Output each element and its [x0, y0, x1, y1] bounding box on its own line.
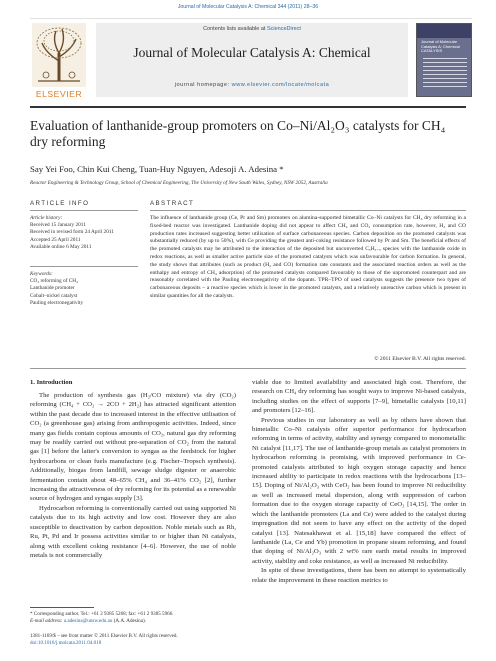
keyword-item: Pauling electronegativity	[30, 299, 84, 306]
article-info-rule	[30, 210, 138, 211]
journal-title: Journal of Molecular Catalysis A: Chemical	[133, 45, 371, 60]
contents-line	[96, 26, 408, 32]
article-affiliation: Reactor Engineering & Technology Group, School of Chemical Engineering, The University of New South Wales, Sydney, NSW 2052, Australia	[30, 180, 328, 186]
keywords	[30, 271, 130, 307]
elsevier-logo	[30, 23, 88, 103]
abstract-text: The influence of lanthanide group (Ce, Pr and Sm) promoters on alumina-supported bimetallic Co–Ni catalysts for CH₄ dry reforming in a fixed-bed reactor was investigated. Lanthanide doping did not appear to affect CH₄ and CO₂ consumption rate, however, H₂ and CO production rates increased suggesting better utilisation of surface carbonaceous species. Carbon deposition on the promoted catalysts was substantially reduced (by up to 50%), with Ce providing the greatest anti-coking resistance followed by Pr and Sm. The beneficial effects of the promoted catalysts may be attributed to the interaction of the deposited but unconverted CₓHᵧ₋ₓ species with the lanthanide oxide in redox reactions, as well as smaller active particle size of the promoted catalysts which was unfavourable for carbon formation. In general, the study shows that attributes (such as product (H₂ and CO) formation rate constants and the associated reaction orders as well as the enthalpy and entropy of CH₄ adsorption) of the promoted catalysts compared favourably to those of the unpromoted counterpart and are reasonably correlated with the Pauling electronegativity of the dopants. TPR–TPO of used catalysts suggests the presence two types of carbonaceous deposits – a reactive species which is lower in the promoted catalysts, and a relatively unreactive carbon which is present in similar quantities for all the catalysts.	[150, 215, 466, 299]
history-item: Available online 6 May 2011	[30, 243, 92, 250]
article-info-label: ARTICLE INFO	[30, 200, 90, 207]
email-line	[30, 618, 330, 625]
abstract-rule	[150, 210, 466, 211]
article-title: Evaluation of lanthanide-group promoters on Co–Ni/Al₂O₃ catalysts for CH₄ dry reforming	[30, 118, 446, 149]
homepage-prefix: journal homepage:	[174, 82, 232, 88]
body-paragraph: Hydrocarbon reforming is conventionally carried out using supported Ni catalysts due to its high activity and low cost. However they are also susceptible to deactivation by carbon deposition. Noble metals such as Rh, Ru, Pt, Pd and Ir possess activities similar to or higher than Ni catalysts, along with excellent coking resistance [4–6]. However, the use of noble metals is not commercially	[30, 504, 236, 559]
email-link[interactable]: a.adesina@unsw.edu.au	[63, 617, 113, 624]
cover-title: Journal of Molecular Catalysis A: Chemical	[421, 39, 460, 49]
keyword-item: Cobalt–nickel catalyst	[30, 292, 78, 299]
body-column-right	[252, 378, 466, 585]
journal-banner	[96, 23, 408, 97]
body-paragraph: In spite of these investigations, there has been no attempt to systematically relate the improvement in these reaction metrics to	[252, 567, 466, 584]
body-column-left	[30, 391, 236, 560]
keyword-item: Lanthanide promoter	[30, 285, 75, 292]
masthead	[30, 18, 472, 102]
history-item: Accepted 25 April 2011	[30, 236, 81, 243]
introduction-heading: 1. Introduction	[30, 379, 73, 386]
journal-cover-thumbnail	[416, 23, 472, 97]
doi-link[interactable]: doi:10.1016/j.molcata.2011.04.018	[30, 639, 102, 646]
body-paragraph: The production of synthesis gas (H₂/CO mixture) via dry (CO₂) reforming (CH₄ + CO₂ → 2CO + 2H₂) has attracted significant attention within the past decade due to increased interest in the effective utilisation of CO₂ (a greenhouse gas) arising from anthropogenic activities. Indeed, since many gas fields contain copious amounts of CO₂, natural gas dry reforming may be readily carried out without pre-separation of CO₂ from the natural gas [1] before the latter's conversion to syngas as the feedstock for higher hydrocarbons or clean fuels manufacture (e.g. Fischer–Tropsch synthesis). Additionally, biogas from landfill, sewage sludge digester or anaerobic fermentation contain about 48–65% CH₄ and 36–41% CO₂ [2], further increasing the attractiveness of dry reforming for its potential as a renewable source of hydrogen and syngas supply [3].	[30, 392, 236, 503]
history-item: Received in revised form 24 April 2011	[30, 229, 114, 236]
journal-reference[interactable]: Journal of Molecular Catalysis A: Chemical 344 (2011) 28–36	[177, 4, 319, 10]
header-rule	[30, 106, 466, 108]
keyword-item: CO₂ reforming of CH₄	[30, 278, 78, 285]
email-label: E-mail address:	[30, 617, 64, 624]
journal-homepage	[96, 82, 408, 88]
corresponding-author: * Corresponding author. Tel.: +61 2 9385 5268; fax: +61 2 9385 5966.	[30, 611, 174, 617]
history-heading: Article history:	[30, 215, 63, 221]
corresponding-author-note	[30, 611, 330, 625]
issn-block	[30, 633, 330, 647]
footnote-rule	[30, 607, 94, 608]
keywords-heading: Keywords:	[30, 271, 53, 277]
elsevier-tree-icon	[32, 23, 86, 87]
elsevier-wordmark: ELSEVIER	[35, 89, 83, 99]
body-paragraph: viable due to limited availability and associated high cost. Therefore, the research on CH₄ dry reforming has sought ways to improve Ni-based catalysts, including studies on the effect of supports [7–9], bimetallic catalysts [10,11] and promoters [12–16].	[252, 379, 466, 415]
keywords-rule	[30, 266, 138, 267]
body-paragraph: Previous studies in our laboratory as well as by others have shown that bimetallic Co–Ni catalysts offer superior performance for hydrocarbon reforming in terms of activity, stability and synergy compared to monometallic Ni catalyst [11,17]. The use of lanthanide-group metals as catalyst promoters in hydrocarbon reforming is promising, with improved performance in Ce-promoted catalysts attributed to high oxygen storage capacity and hence increased ability to participate in redox reactions with the hydrocarbons [13–15]. Doping of Ni/Al₂O₃ with CeO₂ has been found to improve Ni reducibility as well as increased metal dispersion, along with suppression of carbon formation due to the oxygen storage capacity of CeO₂ [14,15]. The order in which the lanthanide promoters (La and Ce) were added to the catalyst during impregnation did not seem to have any effect on the activity of the doped catalyst [13]. Natesakhawat et al. [15,18] have compared the effect of lanthanide (La, Ce and Yb) promotion in propane steam reforming, and found that doping of Ni/Al₂O₃ with 2 wt% rare earth metal results in improved activity, stability and coke resistance, as well as increased Ni reducibility.	[252, 416, 466, 565]
article-authors[interactable]: Say Yei Foo, Chin Kui Cheng, Tuan-Huy Nguyen, Adesoji A. Adesina *	[30, 164, 284, 174]
history-item: Received 15 January 2011	[30, 222, 86, 229]
homepage-link[interactable]: www.elsevier.com/locate/molcata	[231, 82, 330, 88]
cover-decoration	[423, 58, 467, 90]
cover-subtitle: CATALYSIS	[421, 48, 443, 54]
email-suffix: (A.A. Adesina).	[112, 617, 146, 624]
abstract-label: ABSTRACT	[150, 200, 195, 207]
cover-band	[417, 24, 471, 38]
contents-prefix: Contents lists available at	[203, 26, 267, 32]
issn-line: 1381-1169/$ – see front matter © 2011 Elsevier B.V. All rights reserved.	[30, 633, 178, 639]
article-history	[30, 215, 130, 251]
cover-text	[421, 40, 469, 54]
abstract-copyright: © 2011 Elsevier B.V. All rights reserved.	[374, 356, 466, 362]
abstract-bottom-rule	[30, 368, 466, 369]
sciencedirect-link[interactable]: ScienceDirect	[266, 26, 301, 32]
